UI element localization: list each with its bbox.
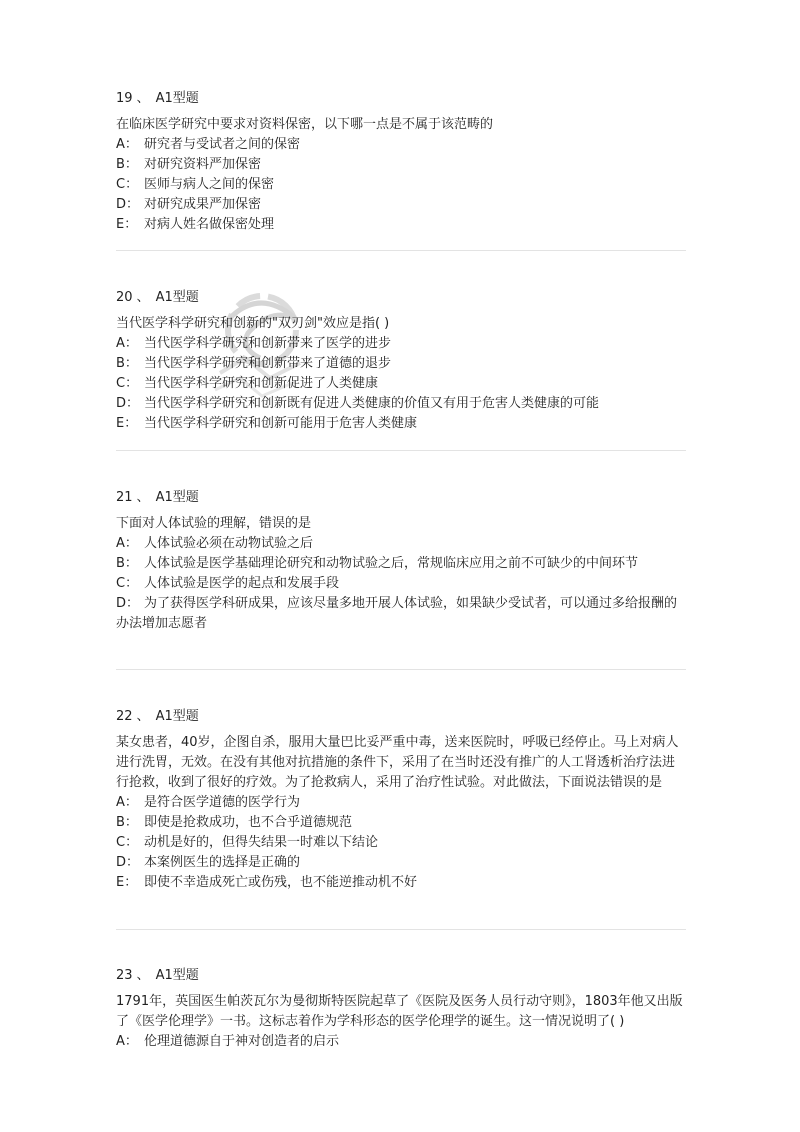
option-e: [116, 873, 686, 893]
question-number: 22: [116, 709, 133, 724]
option-key: A：: [116, 336, 138, 351]
option-text: 人体试验是医学的起点和发展手段: [144, 576, 340, 591]
option-key: A：: [116, 536, 138, 551]
question-header: [116, 707, 686, 727]
question-type: A1型题: [155, 91, 199, 106]
option-c: [116, 833, 686, 853]
question-number: 20: [116, 290, 133, 305]
question-separator: 、: [136, 290, 150, 305]
option-key: C：: [116, 177, 139, 192]
question-stem: 1791年，英国医生帕茨瓦尔为曼彻斯特医院起草了《医院及医务人员行动守则》，1803年他又出版了《医学伦理学》一书。这标志着作为学科形态的医学伦理学的诞生。这一情况说明了( ): [116, 994, 683, 1029]
option-key: B：: [116, 815, 138, 830]
option-c: [116, 374, 686, 394]
option-key: D：: [116, 596, 140, 611]
question-type: A1型题: [155, 290, 199, 305]
option-text: 即使不幸造成死亡或伤残，也不能逆推动机不好: [144, 875, 418, 890]
option-text: 动机是好的，但得失结果一时难以下结论: [144, 835, 379, 850]
option-key: C：: [116, 376, 139, 391]
question-23: [116, 966, 686, 1052]
question-number: 19: [116, 91, 133, 106]
option-d: [116, 853, 686, 873]
question-20: [116, 288, 686, 434]
option-key: D：: [116, 855, 140, 870]
option-text: 当代医学科学研究和创新带来了道德的退步: [144, 356, 392, 371]
option-key: E：: [116, 416, 138, 431]
question-21: [116, 488, 686, 634]
question-stem: 在临床医学研究中要求对资料保密，以下哪一点是不属于该范畴的: [116, 117, 494, 132]
question-header: [116, 89, 686, 109]
question-divider: [116, 450, 686, 451]
option-d: [116, 195, 686, 215]
question-divider: [116, 929, 686, 930]
option-text: 人体试验是医学基础理论研究和动物试验之后，常规临床应用之前不可缺少的中间环节: [144, 556, 639, 571]
option-c: [116, 175, 686, 195]
question-separator: 、: [136, 709, 150, 724]
option-b: [116, 155, 686, 175]
option-text: 当代医学科学研究和创新可能用于危害人类健康: [144, 416, 418, 431]
option-b: [116, 813, 686, 833]
question-header: [116, 288, 686, 308]
option-e: [116, 215, 686, 235]
option-a: [116, 135, 686, 155]
option-b: [116, 554, 686, 574]
option-b: [116, 354, 686, 374]
option-a: [116, 1032, 686, 1052]
question-header: [116, 966, 686, 986]
question-separator: 、: [136, 968, 150, 983]
option-key: B：: [116, 157, 138, 172]
question-header: [116, 488, 686, 508]
option-key: D：: [116, 396, 140, 411]
option-key: E：: [116, 217, 138, 232]
question-divider: [116, 250, 686, 251]
option-a: [116, 334, 686, 354]
option-text: 当代医学科学研究和创新既有促进人类健康的价值又有用于危害人类健康的可能: [144, 396, 600, 411]
question-22: [116, 707, 686, 893]
question-type: A1型题: [155, 709, 199, 724]
option-key: A：: [116, 795, 138, 810]
option-text: 即使是抢救成功，也不合乎道德规范: [144, 815, 353, 830]
option-e: [116, 414, 686, 434]
option-text: 人体试验必须在动物试验之后: [144, 536, 314, 551]
option-text: 为了获得医学科研成果，应该尽量多地开展人体试验，如果缺少受试者，可以通过多给报酬的办法增加志愿者: [116, 596, 678, 631]
option-text: 对病人姓名做保密处理: [144, 217, 275, 232]
option-text: 是符合医学道德的医学行为: [144, 795, 301, 810]
question-separator: 、: [136, 91, 150, 106]
option-key: A：: [116, 1034, 138, 1049]
option-key: B：: [116, 356, 138, 371]
question-stem: 当代医学科学研究和创新的"双刃剑"效应是指( ): [116, 316, 390, 331]
question-number: 21: [116, 490, 133, 505]
option-key: C：: [116, 576, 139, 591]
option-text: 当代医学科学研究和创新带来了医学的进步: [144, 336, 392, 351]
question-type: A1型题: [155, 490, 199, 505]
option-key: A：: [116, 137, 138, 152]
option-d: [116, 594, 686, 634]
question-stem: 下面对人体试验的理解，错误的是: [116, 516, 312, 531]
option-text: 对研究成果严加保密: [144, 197, 262, 212]
option-key: C：: [116, 835, 139, 850]
question-number: 23: [116, 968, 133, 983]
option-text: 当代医学科学研究和创新促进了人类健康: [144, 376, 379, 391]
option-text: 医师与病人之间的保密: [144, 177, 275, 192]
question-divider: [116, 669, 686, 670]
question-stem: 某女患者，40岁，企图自杀，服用大量巴比妥严重中毒，送来医院时，呼吸已经停止。马上对病人进行洗胃，无效。在没有其他对抗措施的条件下，采用了在当时还没有推广的人工肾透析治疗法进行抢救，收到了很好的疗效。为了抢救病人，采用了治疗性试验。对此做法，下面说法错误的是: [116, 735, 679, 790]
option-a: [116, 793, 686, 813]
option-key: E：: [116, 875, 138, 890]
option-text: 研究者与受试者之间的保密: [144, 137, 301, 152]
option-key: D：: [116, 197, 140, 212]
question-type: A1型题: [155, 968, 199, 983]
question-19: [116, 89, 686, 235]
option-text: 伦理道德源自于神对创造者的启示: [144, 1034, 340, 1049]
question-separator: 、: [136, 490, 150, 505]
option-d: [116, 394, 686, 414]
option-key: B：: [116, 556, 138, 571]
option-text: 对研究资料严加保密: [144, 157, 262, 172]
option-a: [116, 534, 686, 554]
option-text: 本案例医生的选择是正确的: [144, 855, 301, 870]
option-c: [116, 574, 686, 594]
